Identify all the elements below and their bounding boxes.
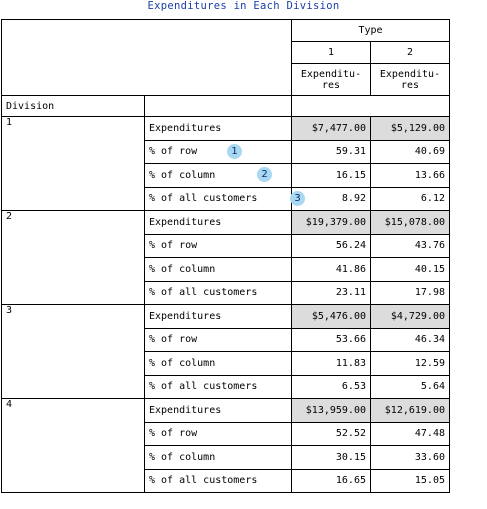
stat-label: Expenditures [149,310,222,322]
value-cell-type-2: 6.12 [371,187,450,211]
value-cell-type-1: 8.92 [292,187,371,211]
stat-label-cell [145,375,292,399]
stat-label-cell [145,469,292,493]
callout-marker-3: 3 [290,191,305,206]
value-cell-type-1: 30.15 [292,446,371,470]
value-cell-type-1: 16.65 [292,469,371,493]
stat-label: % of row [149,240,198,252]
stat-label-cell [145,328,292,352]
stat-label-cell [145,211,292,235]
value-cell-type-1: 11.83 [292,352,371,376]
division-cell: 2 [2,211,145,305]
column-stat-label-2: Expenditu- res [379,68,441,91]
column-stat-label-1: Expenditu- res [300,68,362,91]
column-header-type-1: 1 [292,42,371,64]
row-class-header-blank-3 [371,96,450,117]
column-header-type-2: 2 [371,42,450,64]
stat-label-cell [145,117,292,141]
stat-label-cell [145,422,292,446]
value-cell-type-2: 47.48 [371,422,450,446]
row-class-header-blank-2 [292,96,371,117]
value-cell-type-2: 46.34 [371,328,450,352]
column-stat-header-1 [292,64,371,96]
value-cell-type-2: 40.69 [371,140,450,164]
row-class-header-blank [145,96,292,117]
stat-label: % of row [149,334,198,346]
value-cell-type-1: $19,379.00 [292,211,371,235]
stat-label: % of row [149,428,198,440]
value-cell-type-2: 17.98 [371,281,450,305]
stat-label-cell [145,352,292,376]
stat-label: % of all customers [149,381,258,393]
stat-label: % of column [149,357,216,369]
stat-label: % of column [149,169,216,181]
stat-label-cell [145,140,292,164]
stat-label: % of row [149,146,198,158]
callout-marker-1: 1 [227,144,242,159]
table-row [2,305,450,329]
stat-label-cell [145,305,292,329]
value-cell-type-1: 56.24 [292,234,371,258]
stat-label: % of all customers [149,287,258,299]
division-cell: 3 [2,305,145,399]
table-title: Expenditures in Each Division [147,0,340,12]
stat-label-cell [145,258,292,282]
value-cell-type-2: 43.76 [371,234,450,258]
division-cell: 4 [2,399,145,493]
stat-label: % of column [149,451,216,463]
table-row [2,399,450,423]
corner-cell [2,20,292,96]
callout-marker-2: 2 [257,167,272,182]
value-cell-type-2: 40.15 [371,258,450,282]
value-cell-type-2: $5,129.00 [371,117,450,141]
value-cell-type-1: 41.86 [292,258,371,282]
value-cell-type-2: 13.66 [371,164,450,188]
value-cell-type-1: 53.66 [292,328,371,352]
stat-label-cell [145,234,292,258]
value-cell-type-1: 6.53 [292,375,371,399]
value-cell-type-1: 23.11 [292,281,371,305]
value-cell-type-2: $12,619.00 [371,399,450,423]
stat-label-cell [145,399,292,423]
stat-label: Expenditures [149,122,222,134]
stat-label-cell [145,187,301,211]
value-cell-type-2: 15.05 [371,469,450,493]
stat-label-cell [145,446,292,470]
column-stat-header-2 [371,64,450,96]
value-cell-type-2: 12.59 [371,352,450,376]
stat-label: % of column [149,263,216,275]
table-row [2,211,450,235]
value-cell-type-2: 5.64 [371,375,450,399]
stat-label: % of all customers [149,475,258,487]
division-cell: 1 [2,117,145,211]
stat-label: % of all customers [149,193,258,205]
column-class-header: Type [292,20,450,42]
value-cell-type-1: 52.52 [292,422,371,446]
value-cell-type-1: 16.15 [292,164,371,188]
stat-label-cell [145,164,292,188]
stat-label-cell [145,281,292,305]
value-cell-type-1: $7,477.00 [292,117,371,141]
value-cell-type-1: 59.31 [292,140,371,164]
report-table [1,19,450,493]
row-class-header: Division [2,96,145,117]
value-cell-type-1: $5,476.00 [292,305,371,329]
stat-label: Expenditures [149,404,222,416]
value-cell-type-2: $4,729.00 [371,305,450,329]
stat-label: Expenditures [149,216,222,228]
value-cell-type-2: 33.60 [371,446,450,470]
value-cell-type-1: $13,959.00 [292,399,371,423]
table-row [2,117,450,141]
value-cell-type-2: $15,078.00 [371,211,450,235]
